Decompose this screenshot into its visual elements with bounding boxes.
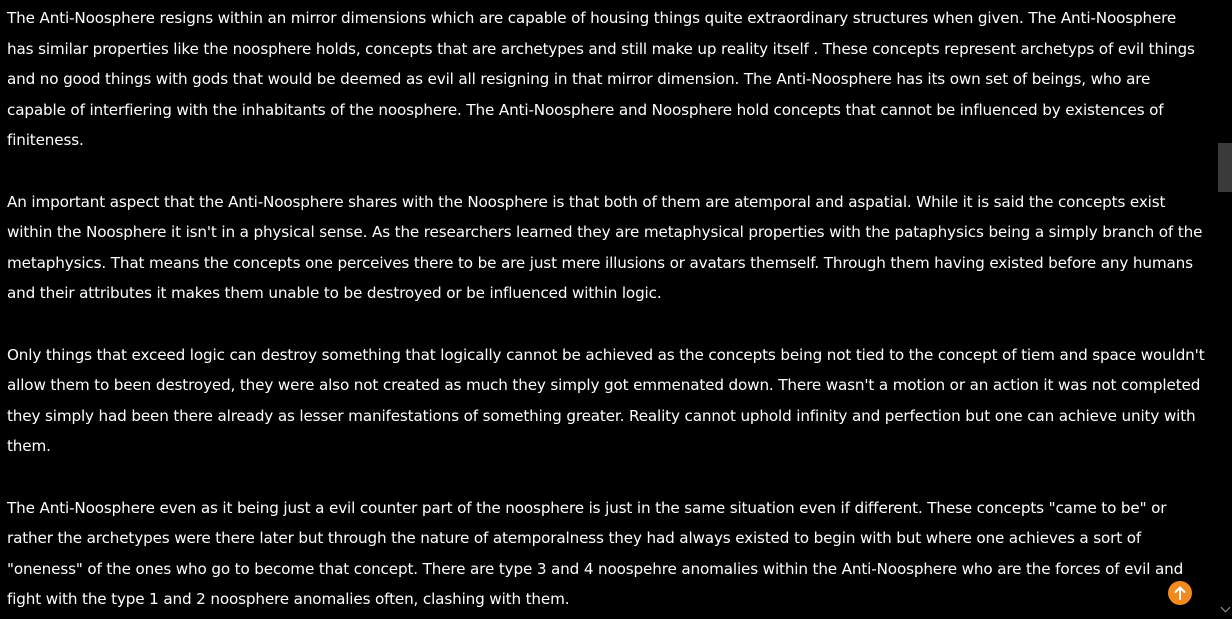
arrow-up-circle-icon bbox=[1168, 581, 1192, 605]
paragraph-4: The Anti-Noosphere even as it being just a evil counter part of the noosphere is just in the same situation even if different. These concepts "came to be" or rather the archetypes were there later but through the nature of atemporalness they had always existed to begin with but where one achieves a sort of "oneness" of the ones who go to become that concept. There are type 3 and 4 noospehre anomalies within the Anti-Noosphere who are the forces of evil and fight with the type 1 and 2 noosphere anomalies often, clashing with them. bbox=[7, 498, 1184, 609]
back-to-top-button[interactable] bbox=[1168, 581, 1192, 605]
article-body bbox=[7, 3, 1207, 619]
chevron-down-icon[interactable] bbox=[1221, 603, 1231, 613]
paragraph-2: An important aspect that the Anti-Noosphere shares with the Noosphere is that both of them are atemporal and aspatial. While it is said the concepts exist within the Noosphere it isn't in a physical sense. As the researchers learned they are metaphysical properties with the pataphysics being a simply branch of the metaphysics. That means the concepts one perceives there to be are just mere illusions or avatars themself. Through them having existed before any humans and their attributes it makes them unable to be destroyed or be influenced within logic. bbox=[7, 192, 1203, 303]
scrollbar-thumb[interactable] bbox=[1218, 143, 1232, 192]
vertical-scrollbar[interactable] bbox=[1217, 0, 1232, 619]
paragraph-3: Only things that exceed logic can destroy something that logically cannot be achieved as the concepts being not tied to the concept of tiem and space wouldn't allow them to been destroyed, they were also not created as much they simply got emmenated down. There wasn't a motion or an action it was not completed they simply had been there already as lesser manifestations of something greater. Reality cannot uphold infinity and perfection but one can achieve unity with them. bbox=[7, 345, 1205, 456]
paragraph-1: The Anti-Noosphere resigns within an mirror dimensions which are capable of housing things quite extraordinary structures when given. The Anti-Noosphere has similar properties like the noosphere holds, concepts that are archetypes and still make up reality itself . These concepts represent archetyps of evil things and no good things with gods that would be deemed as evil all resigning in that mirror dimension. The Anti-Noosphere has its own set of beings, who are capable of interfiering with the inhabitants of the noosphere. The Anti-Noosphere and Noosphere hold concepts that cannot be influenced by existences of finiteness. bbox=[7, 9, 1195, 150]
